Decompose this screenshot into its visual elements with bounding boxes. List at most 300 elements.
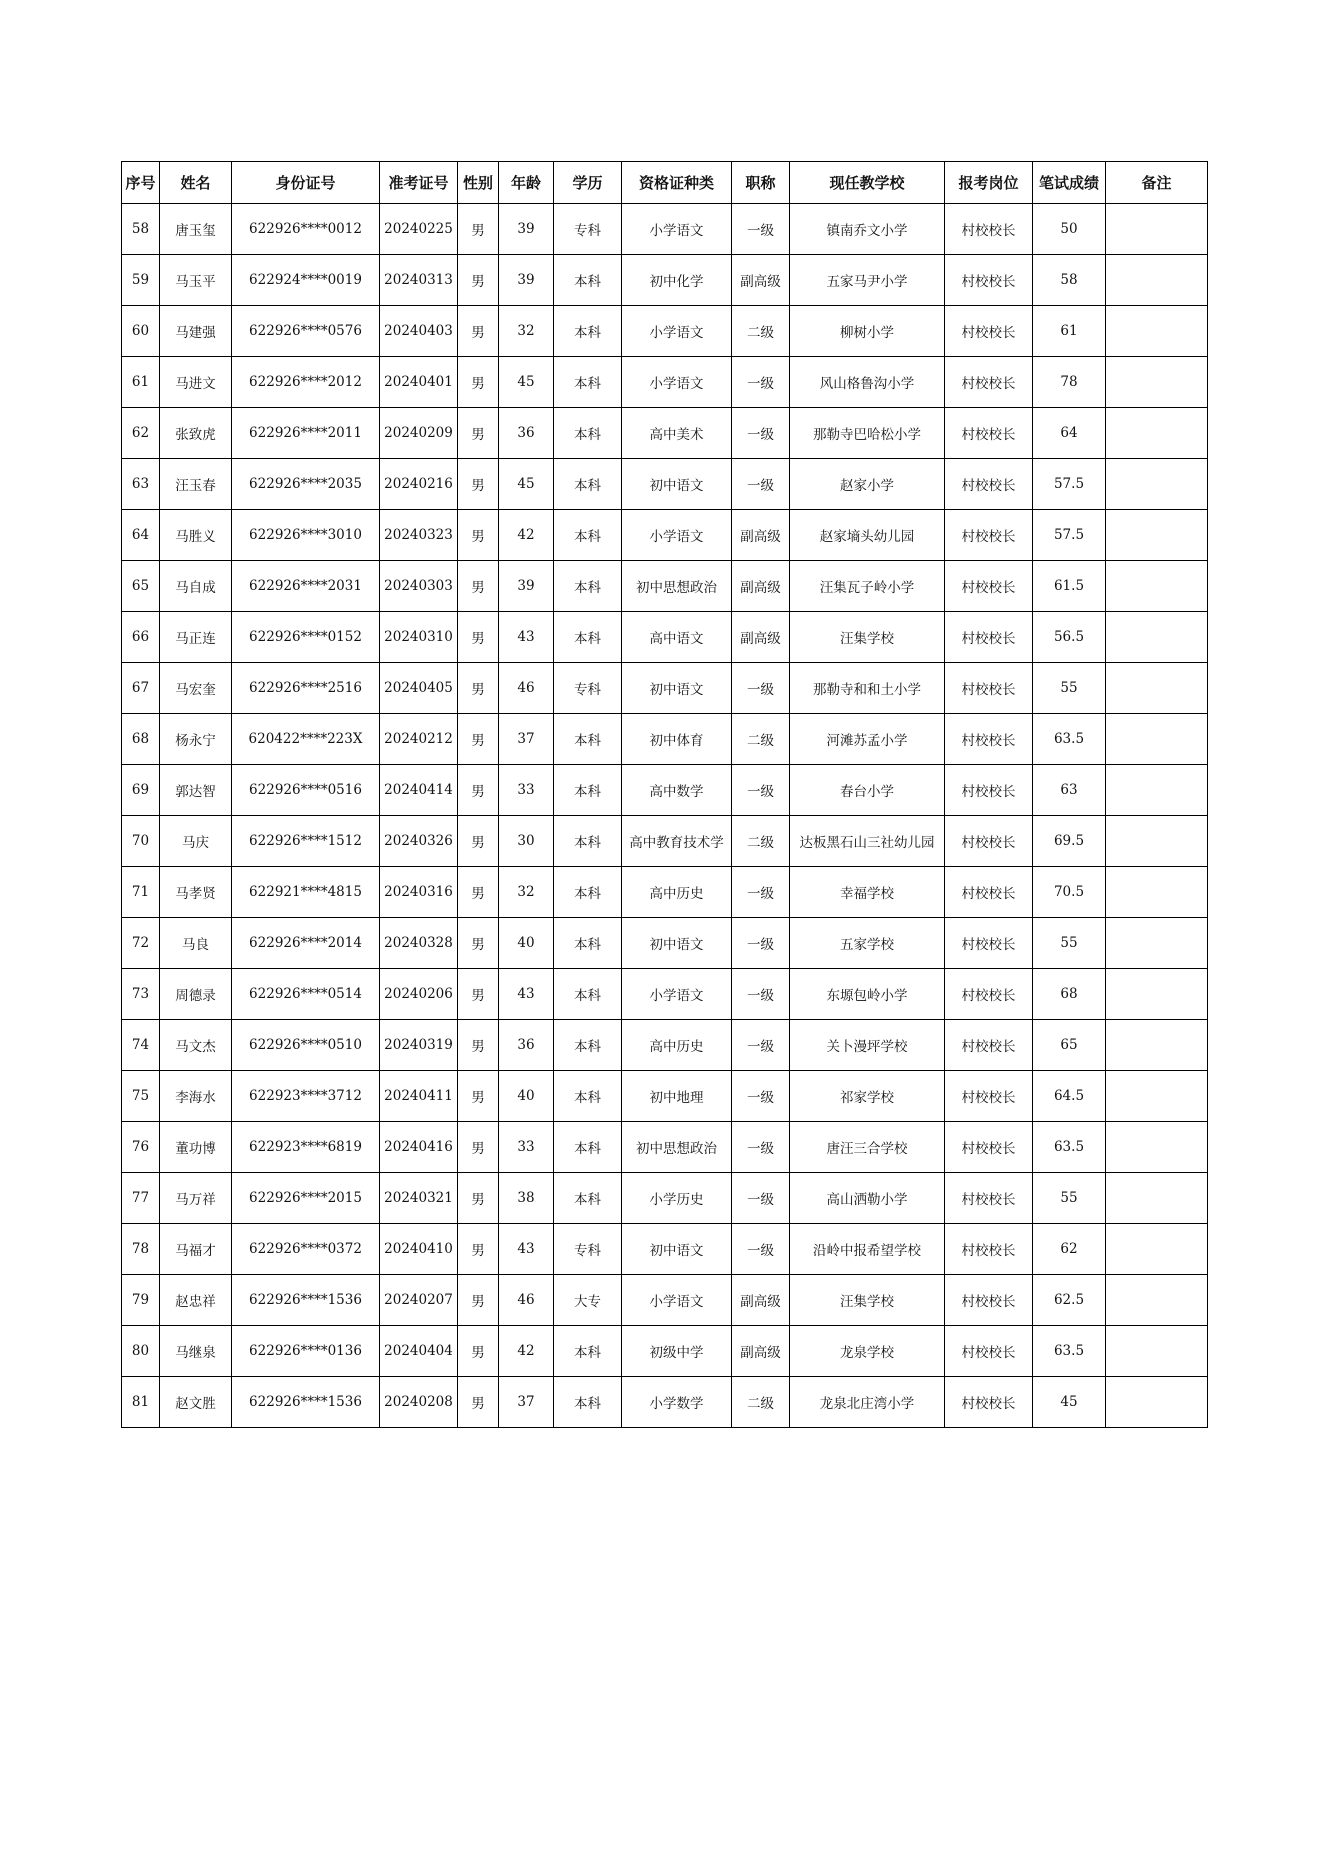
cell-remarks — [1106, 1377, 1208, 1428]
cell-certificate-type: 初中语文 — [622, 663, 732, 714]
cell-id-number: 622926****1536 — [232, 1377, 380, 1428]
column-header-current-school: 现任教学校 — [790, 162, 945, 204]
cell-applied-position: 村校校长 — [945, 510, 1033, 561]
cell-age: 32 — [499, 867, 554, 918]
table-row — [122, 1122, 1208, 1173]
cell-current-school: 风山格鲁沟小学 — [790, 357, 945, 408]
candidate-score-table — [121, 161, 1208, 1428]
cell-education: 本科 — [554, 561, 622, 612]
cell-current-school: 祁家学校 — [790, 1071, 945, 1122]
cell-remarks — [1106, 255, 1208, 306]
cell-education: 本科 — [554, 408, 622, 459]
cell-remarks — [1106, 306, 1208, 357]
cell-applied-position: 村校校长 — [945, 612, 1033, 663]
cell-name: 马文杰 — [160, 1020, 232, 1071]
cell-index: 60 — [122, 306, 160, 357]
cell-name: 董功博 — [160, 1122, 232, 1173]
cell-remarks — [1106, 1020, 1208, 1071]
cell-name: 马自成 — [160, 561, 232, 612]
cell-id-number: 622921****4815 — [232, 867, 380, 918]
cell-exam-number: 20240212 — [380, 714, 458, 765]
column-header-name: 姓名 — [160, 162, 232, 204]
cell-title: 一级 — [732, 1122, 790, 1173]
cell-applied-position: 村校校长 — [945, 1122, 1033, 1173]
cell-id-number: 622923****3712 — [232, 1071, 380, 1122]
cell-applied-position: 村校校长 — [945, 1275, 1033, 1326]
table-row — [122, 1377, 1208, 1428]
cell-current-school: 龙泉学校 — [790, 1326, 945, 1377]
table-row — [122, 510, 1208, 561]
cell-id-number: 622924****0019 — [232, 255, 380, 306]
cell-age: 39 — [499, 204, 554, 255]
table-row — [122, 357, 1208, 408]
cell-name: 赵文胜 — [160, 1377, 232, 1428]
cell-certificate-type: 初中化学 — [622, 255, 732, 306]
cell-certificate-type: 初中语文 — [622, 918, 732, 969]
column-header-age: 年龄 — [499, 162, 554, 204]
cell-certificate-type: 小学历史 — [622, 1173, 732, 1224]
table-row — [122, 765, 1208, 816]
cell-index: 72 — [122, 918, 160, 969]
cell-applied-position: 村校校长 — [945, 561, 1033, 612]
cell-education: 本科 — [554, 1122, 622, 1173]
cell-written-score: 64 — [1033, 408, 1106, 459]
cell-age: 42 — [499, 1326, 554, 1377]
cell-applied-position: 村校校长 — [945, 1071, 1033, 1122]
cell-remarks — [1106, 510, 1208, 561]
cell-applied-position: 村校校长 — [945, 1377, 1033, 1428]
cell-id-number: 622926****2516 — [232, 663, 380, 714]
cell-certificate-type: 小学语文 — [622, 204, 732, 255]
cell-gender: 男 — [458, 1173, 499, 1224]
cell-exam-number: 20240316 — [380, 867, 458, 918]
cell-index: 62 — [122, 408, 160, 459]
cell-index: 69 — [122, 765, 160, 816]
cell-current-school: 河滩苏孟小学 — [790, 714, 945, 765]
cell-written-score: 55 — [1033, 918, 1106, 969]
cell-current-school: 五家马尹小学 — [790, 255, 945, 306]
cell-remarks — [1106, 1275, 1208, 1326]
cell-age: 43 — [499, 1224, 554, 1275]
cell-written-score: 50 — [1033, 204, 1106, 255]
table-row — [122, 255, 1208, 306]
table-row — [122, 663, 1208, 714]
cell-id-number: 622926****0576 — [232, 306, 380, 357]
cell-applied-position: 村校校长 — [945, 816, 1033, 867]
cell-certificate-type: 初中思想政治 — [622, 1122, 732, 1173]
cell-certificate-type: 小学语文 — [622, 357, 732, 408]
cell-gender: 男 — [458, 1275, 499, 1326]
cell-title: 二级 — [732, 306, 790, 357]
cell-age: 37 — [499, 714, 554, 765]
cell-name: 马万祥 — [160, 1173, 232, 1224]
cell-index: 76 — [122, 1122, 160, 1173]
cell-gender: 男 — [458, 306, 499, 357]
cell-id-number: 622926****2014 — [232, 918, 380, 969]
cell-name: 马玉平 — [160, 255, 232, 306]
cell-remarks — [1106, 1173, 1208, 1224]
cell-exam-number: 20240206 — [380, 969, 458, 1020]
cell-name: 马进文 — [160, 357, 232, 408]
cell-name: 郭达智 — [160, 765, 232, 816]
cell-exam-number: 20240323 — [380, 510, 458, 561]
cell-applied-position: 村校校长 — [945, 1224, 1033, 1275]
cell-title: 二级 — [732, 816, 790, 867]
cell-name: 马正连 — [160, 612, 232, 663]
cell-index: 66 — [122, 612, 160, 663]
cell-education: 本科 — [554, 510, 622, 561]
cell-gender: 男 — [458, 1122, 499, 1173]
cell-index: 67 — [122, 663, 160, 714]
cell-name: 马孝贤 — [160, 867, 232, 918]
cell-age: 37 — [499, 1377, 554, 1428]
cell-current-school: 高山洒勒小学 — [790, 1173, 945, 1224]
cell-age: 32 — [499, 306, 554, 357]
cell-title: 一级 — [732, 867, 790, 918]
cell-gender: 男 — [458, 459, 499, 510]
cell-title: 二级 — [732, 1377, 790, 1428]
cell-id-number: 622926****0152 — [232, 612, 380, 663]
cell-gender: 男 — [458, 816, 499, 867]
cell-education: 本科 — [554, 765, 622, 816]
cell-id-number: 622926****0516 — [232, 765, 380, 816]
cell-current-school: 柳树小学 — [790, 306, 945, 357]
cell-title: 一级 — [732, 1173, 790, 1224]
cell-remarks — [1106, 357, 1208, 408]
cell-written-score: 57.5 — [1033, 510, 1106, 561]
cell-applied-position: 村校校长 — [945, 459, 1033, 510]
cell-certificate-type: 初级中学 — [622, 1326, 732, 1377]
cell-remarks — [1106, 867, 1208, 918]
cell-title: 副高级 — [732, 510, 790, 561]
cell-written-score: 55 — [1033, 663, 1106, 714]
cell-index: 79 — [122, 1275, 160, 1326]
cell-education: 本科 — [554, 1377, 622, 1428]
cell-current-school: 汪集瓦子岭小学 — [790, 561, 945, 612]
table-row — [122, 714, 1208, 765]
cell-written-score: 63.5 — [1033, 1326, 1106, 1377]
cell-age: 45 — [499, 459, 554, 510]
cell-written-score: 62 — [1033, 1224, 1106, 1275]
cell-exam-number: 20240405 — [380, 663, 458, 714]
cell-education: 本科 — [554, 612, 622, 663]
cell-exam-number: 20240207 — [380, 1275, 458, 1326]
cell-age: 43 — [499, 969, 554, 1020]
cell-written-score: 68 — [1033, 969, 1106, 1020]
cell-certificate-type: 小学语文 — [622, 510, 732, 561]
cell-age: 38 — [499, 1173, 554, 1224]
cell-written-score: 65 — [1033, 1020, 1106, 1071]
cell-exam-number: 20240404 — [380, 1326, 458, 1377]
cell-title: 一级 — [732, 357, 790, 408]
cell-certificate-type: 高中美术 — [622, 408, 732, 459]
cell-written-score: 69.5 — [1033, 816, 1106, 867]
cell-title: 一级 — [732, 408, 790, 459]
cell-id-number: 622926****2011 — [232, 408, 380, 459]
cell-age: 39 — [499, 561, 554, 612]
cell-exam-number: 20240414 — [380, 765, 458, 816]
cell-title: 一级 — [732, 765, 790, 816]
cell-title: 一级 — [732, 663, 790, 714]
cell-title: 副高级 — [732, 1326, 790, 1377]
cell-applied-position: 村校校长 — [945, 867, 1033, 918]
cell-exam-number: 20240216 — [380, 459, 458, 510]
cell-education: 本科 — [554, 459, 622, 510]
cell-exam-number: 20240403 — [380, 306, 458, 357]
cell-title: 副高级 — [732, 612, 790, 663]
table-row — [122, 561, 1208, 612]
cell-name: 马建强 — [160, 306, 232, 357]
cell-remarks — [1106, 765, 1208, 816]
cell-id-number: 622926****2015 — [232, 1173, 380, 1224]
cell-current-school: 东塬包岭小学 — [790, 969, 945, 1020]
cell-id-number: 622926****1536 — [232, 1275, 380, 1326]
table-row — [122, 408, 1208, 459]
cell-gender: 男 — [458, 561, 499, 612]
cell-applied-position: 村校校长 — [945, 408, 1033, 459]
cell-gender: 男 — [458, 663, 499, 714]
cell-index: 61 — [122, 357, 160, 408]
cell-applied-position: 村校校长 — [945, 255, 1033, 306]
cell-current-school: 镇南乔文小学 — [790, 204, 945, 255]
cell-title: 一级 — [732, 1020, 790, 1071]
cell-certificate-type: 小学语文 — [622, 306, 732, 357]
cell-exam-number: 20240303 — [380, 561, 458, 612]
cell-gender: 男 — [458, 918, 499, 969]
cell-index: 73 — [122, 969, 160, 1020]
cell-index: 78 — [122, 1224, 160, 1275]
table-body — [122, 204, 1208, 1428]
cell-gender: 男 — [458, 204, 499, 255]
cell-written-score: 45 — [1033, 1377, 1106, 1428]
cell-exam-number: 20240328 — [380, 918, 458, 969]
column-header-written-score: 笔试成绩 — [1033, 162, 1106, 204]
column-header-gender: 性别 — [458, 162, 499, 204]
cell-exam-number: 20240416 — [380, 1122, 458, 1173]
cell-written-score: 58 — [1033, 255, 1106, 306]
column-header-education: 学历 — [554, 162, 622, 204]
cell-current-school: 赵家墒头幼儿园 — [790, 510, 945, 561]
cell-title: 一级 — [732, 969, 790, 1020]
cell-index: 81 — [122, 1377, 160, 1428]
cell-applied-position: 村校校长 — [945, 765, 1033, 816]
cell-exam-number: 20240209 — [380, 408, 458, 459]
column-header-id-number: 身份证号 — [232, 162, 380, 204]
cell-certificate-type: 小学语文 — [622, 1275, 732, 1326]
cell-education: 本科 — [554, 255, 622, 306]
cell-education: 本科 — [554, 1071, 622, 1122]
cell-education: 本科 — [554, 1326, 622, 1377]
cell-written-score: 61 — [1033, 306, 1106, 357]
table-row — [122, 918, 1208, 969]
cell-exam-number: 20240321 — [380, 1173, 458, 1224]
cell-remarks — [1106, 918, 1208, 969]
cell-current-school: 赵家小学 — [790, 459, 945, 510]
cell-name: 杨永宁 — [160, 714, 232, 765]
cell-title: 一级 — [732, 459, 790, 510]
cell-gender: 男 — [458, 969, 499, 1020]
cell-certificate-type: 高中历史 — [622, 1020, 732, 1071]
cell-current-school: 关卜漫坪学校 — [790, 1020, 945, 1071]
cell-gender: 男 — [458, 867, 499, 918]
cell-education: 本科 — [554, 969, 622, 1020]
cell-index: 70 — [122, 816, 160, 867]
cell-name: 马胜义 — [160, 510, 232, 561]
cell-remarks — [1106, 1224, 1208, 1275]
cell-id-number: 620422****223X — [232, 714, 380, 765]
cell-exam-number: 20240326 — [380, 816, 458, 867]
cell-index: 74 — [122, 1020, 160, 1071]
cell-education: 本科 — [554, 867, 622, 918]
cell-education: 大专 — [554, 1275, 622, 1326]
cell-applied-position: 村校校长 — [945, 663, 1033, 714]
cell-name: 周德录 — [160, 969, 232, 1020]
cell-current-school: 幸福学校 — [790, 867, 945, 918]
cell-name: 李海水 — [160, 1071, 232, 1122]
cell-education: 专科 — [554, 1224, 622, 1275]
table-row — [122, 1275, 1208, 1326]
cell-current-school: 那勒寺和和土小学 — [790, 663, 945, 714]
cell-age: 30 — [499, 816, 554, 867]
cell-title: 二级 — [732, 714, 790, 765]
cell-education: 本科 — [554, 1020, 622, 1071]
cell-certificate-type: 初中思想政治 — [622, 561, 732, 612]
cell-index: 75 — [122, 1071, 160, 1122]
cell-written-score: 61.5 — [1033, 561, 1106, 612]
table-row — [122, 459, 1208, 510]
cell-age: 42 — [499, 510, 554, 561]
cell-index: 64 — [122, 510, 160, 561]
cell-education: 本科 — [554, 357, 622, 408]
cell-id-number: 622926****2012 — [232, 357, 380, 408]
cell-education: 本科 — [554, 918, 622, 969]
cell-age: 36 — [499, 408, 554, 459]
table-row — [122, 867, 1208, 918]
cell-title: 一级 — [732, 918, 790, 969]
cell-applied-position: 村校校长 — [945, 306, 1033, 357]
cell-remarks — [1106, 816, 1208, 867]
cell-gender: 男 — [458, 1071, 499, 1122]
table-row — [122, 1326, 1208, 1377]
cell-certificate-type: 初中语文 — [622, 1224, 732, 1275]
cell-certificate-type: 高中历史 — [622, 867, 732, 918]
cell-gender: 男 — [458, 612, 499, 663]
cell-title: 一级 — [732, 1224, 790, 1275]
cell-certificate-type: 初中语文 — [622, 459, 732, 510]
column-header-certificate-type: 资格证种类 — [622, 162, 732, 204]
cell-remarks — [1106, 969, 1208, 1020]
cell-title: 副高级 — [732, 561, 790, 612]
cell-id-number: 622926****1512 — [232, 816, 380, 867]
cell-gender: 男 — [458, 510, 499, 561]
cell-title: 一级 — [732, 1071, 790, 1122]
cell-written-score: 57.5 — [1033, 459, 1106, 510]
cell-exam-number: 20240310 — [380, 612, 458, 663]
cell-exam-number: 20240208 — [380, 1377, 458, 1428]
cell-education: 专科 — [554, 663, 622, 714]
cell-applied-position: 村校校长 — [945, 1173, 1033, 1224]
table-row — [122, 204, 1208, 255]
cell-written-score: 64.5 — [1033, 1071, 1106, 1122]
cell-gender: 男 — [458, 357, 499, 408]
cell-index: 71 — [122, 867, 160, 918]
cell-applied-position: 村校校长 — [945, 1326, 1033, 1377]
table-row — [122, 612, 1208, 663]
cell-id-number: 622926****0372 — [232, 1224, 380, 1275]
cell-education: 专科 — [554, 204, 622, 255]
cell-name: 马继泉 — [160, 1326, 232, 1377]
cell-education: 本科 — [554, 816, 622, 867]
cell-written-score: 78 — [1033, 357, 1106, 408]
cell-age: 46 — [499, 663, 554, 714]
cell-current-school: 龙泉北庄湾小学 — [790, 1377, 945, 1428]
cell-name: 赵忠祥 — [160, 1275, 232, 1326]
cell-id-number: 622926****2031 — [232, 561, 380, 612]
cell-written-score: 63.5 — [1033, 714, 1106, 765]
column-header-index: 序号 — [122, 162, 160, 204]
cell-current-school: 汪集学校 — [790, 1275, 945, 1326]
cell-applied-position: 村校校长 — [945, 714, 1033, 765]
cell-index: 65 — [122, 561, 160, 612]
cell-gender: 男 — [458, 1377, 499, 1428]
cell-id-number: 622926****2035 — [232, 459, 380, 510]
cell-index: 80 — [122, 1326, 160, 1377]
cell-index: 68 — [122, 714, 160, 765]
cell-id-number: 622923****6819 — [232, 1122, 380, 1173]
cell-remarks — [1106, 663, 1208, 714]
cell-gender: 男 — [458, 765, 499, 816]
cell-gender: 男 — [458, 714, 499, 765]
cell-age: 33 — [499, 765, 554, 816]
cell-exam-number: 20240401 — [380, 357, 458, 408]
cell-certificate-type: 高中数学 — [622, 765, 732, 816]
column-header-exam-number: 准考证号 — [380, 162, 458, 204]
cell-written-score: 62.5 — [1033, 1275, 1106, 1326]
cell-age: 40 — [499, 918, 554, 969]
cell-applied-position: 村校校长 — [945, 357, 1033, 408]
header-row — [122, 162, 1208, 204]
cell-age: 45 — [499, 357, 554, 408]
cell-certificate-type: 高中教育技术学 — [622, 816, 732, 867]
cell-current-school: 五家学校 — [790, 918, 945, 969]
cell-applied-position: 村校校长 — [945, 969, 1033, 1020]
cell-remarks — [1106, 204, 1208, 255]
table-row — [122, 816, 1208, 867]
cell-current-school: 沿岭中报希望学校 — [790, 1224, 945, 1275]
cell-remarks — [1106, 1071, 1208, 1122]
cell-exam-number: 20240411 — [380, 1071, 458, 1122]
cell-certificate-type: 初中体育 — [622, 714, 732, 765]
cell-remarks — [1106, 459, 1208, 510]
cell-applied-position: 村校校长 — [945, 204, 1033, 255]
cell-name: 唐玉玺 — [160, 204, 232, 255]
cell-current-school: 达板黑石山三社幼儿园 — [790, 816, 945, 867]
cell-certificate-type: 初中地理 — [622, 1071, 732, 1122]
cell-name: 马良 — [160, 918, 232, 969]
cell-age: 36 — [499, 1020, 554, 1071]
cell-remarks — [1106, 561, 1208, 612]
cell-education: 本科 — [554, 306, 622, 357]
table-row — [122, 1071, 1208, 1122]
cell-exam-number: 20240319 — [380, 1020, 458, 1071]
cell-remarks — [1106, 408, 1208, 459]
cell-age: 46 — [499, 1275, 554, 1326]
cell-current-school: 那勒寺巴哈松小学 — [790, 408, 945, 459]
cell-index: 77 — [122, 1173, 160, 1224]
cell-certificate-type: 高中语文 — [622, 612, 732, 663]
cell-name: 马宏奎 — [160, 663, 232, 714]
cell-index: 59 — [122, 255, 160, 306]
